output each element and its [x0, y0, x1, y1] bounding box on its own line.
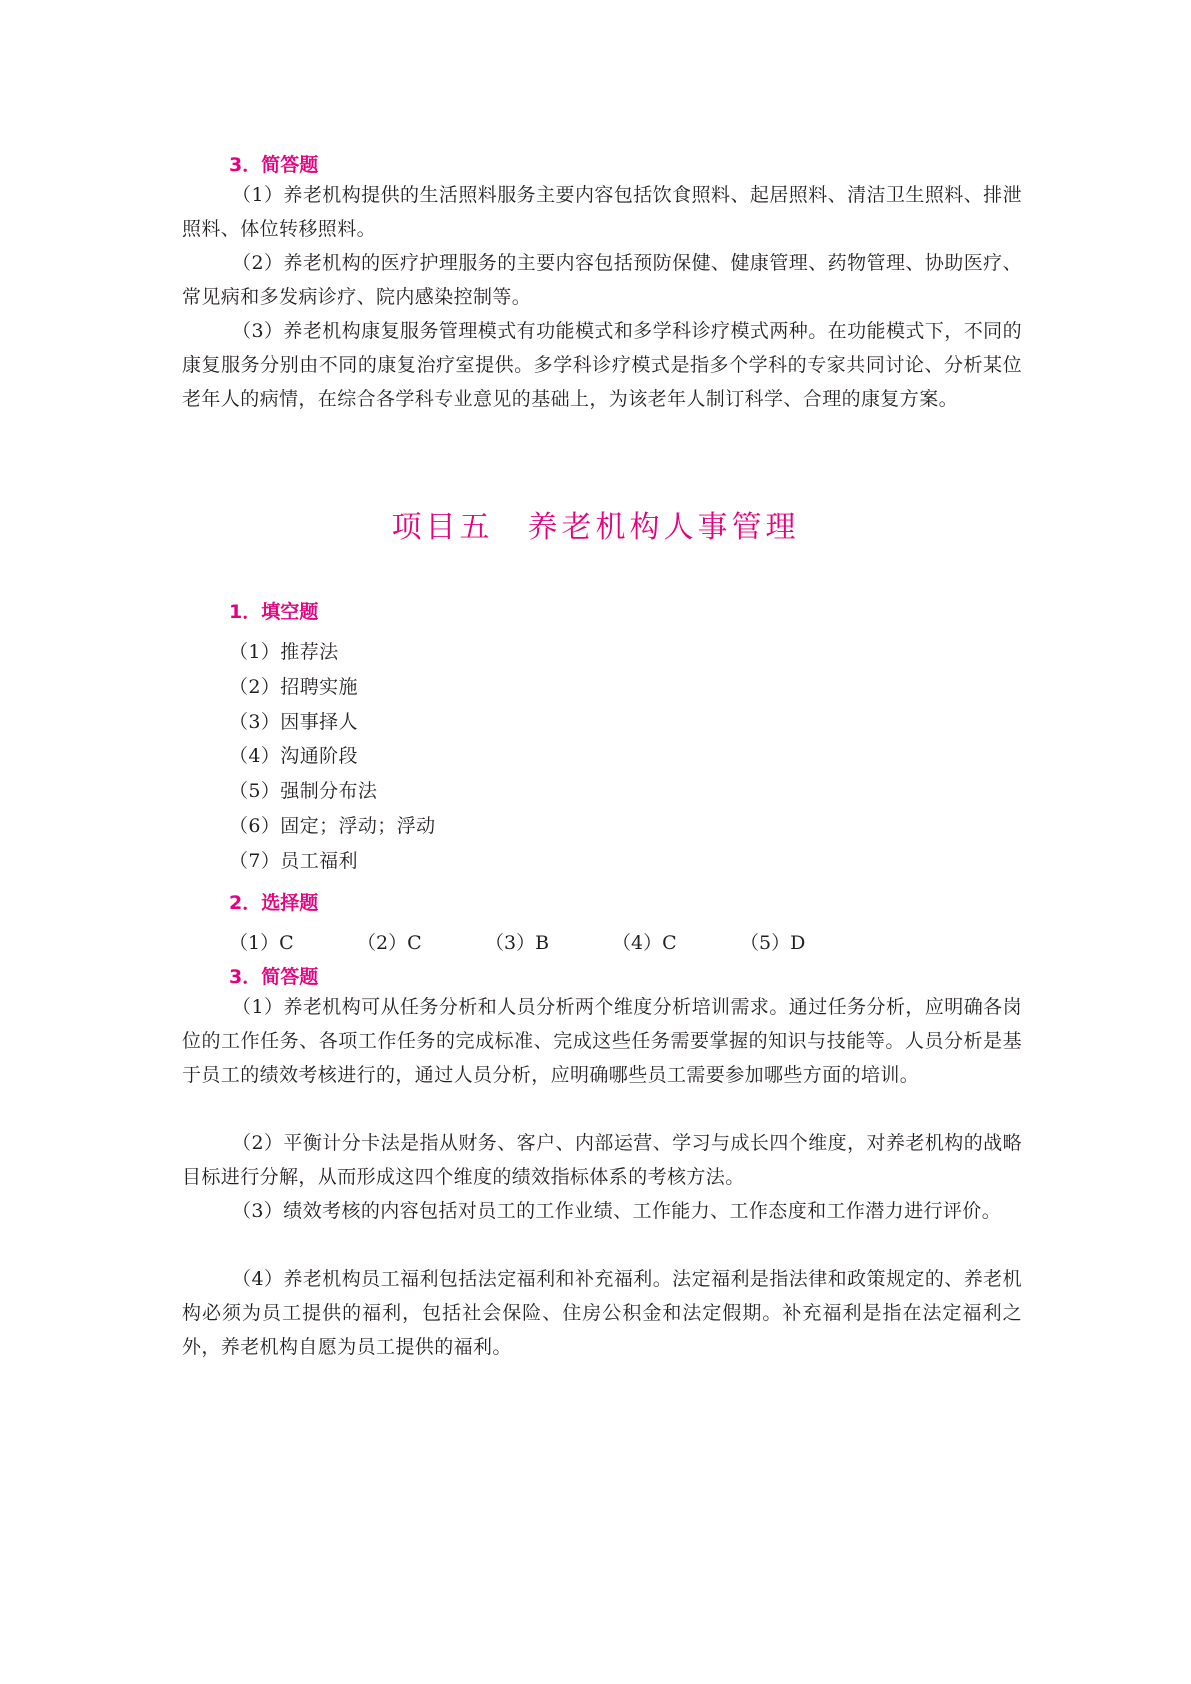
short-answer-paragraph-3: （3）绩效考核的内容包括对员工的工作业绩、工作能力、工作态度和工作潜力进行评价。 [232, 1200, 1002, 1222]
choice-answer-2: （2）C [357, 932, 422, 954]
fill-blank-item-6: （6）固定；浮动；浮动 [229, 815, 436, 837]
short-answer-paragraph-2: （2）平衡计分卡法是指从财务、客户、内部运营、学习与成长四个维度，对养老机构的战略目标进行分解，从而形成这四个维度的绩效指标体系的考核方法。 [182, 1132, 1022, 1188]
section-heading-multiple-choice: 2．选择题 [229, 892, 319, 914]
fill-blank-item-2: （2）招聘实施 [229, 676, 358, 698]
choice-answer-3: （3）B [485, 932, 550, 954]
short-answer-paragraph-1: （1）养老机构可从任务分析和人员分析两个维度分析培训需求。通过任务分析，应明确各岗位的工作任务、各项工作任务的完成标准、完成这些任务需要掌握的知识与技能等。人员分析是基于员工的绩效考核进行的，通过人员分析，应明确哪些员工需要参加哪些方面的培训。 [182, 996, 1022, 1086]
fill-blank-item-7: （7）员工福利 [229, 850, 358, 872]
section-heading-fill-blank: 1．填空题 [229, 601, 319, 623]
fill-blank-item-5: （5）强制分布法 [229, 780, 378, 802]
choice-answer-1: （1）C [229, 932, 294, 954]
short-answer-paragraph-4: （4）养老机构员工福利包括法定福利和补充福利。法定福利是指法律和政策规定的、养老机构必须为员工提供的福利，包括社会保险、住房公积金和法定假期。补充福利是指在法定福利之外，养老机构自愿为员工提供的福利。 [182, 1268, 1022, 1358]
fill-blank-item-4: （4）沟通阶段 [229, 745, 358, 767]
choice-answer-5: （5）D [740, 932, 806, 954]
project-title: 项目五 养老机构人事管理 [391, 510, 800, 545]
section-heading-short-answer-prev: 3．简答题 [229, 154, 319, 176]
paragraph-prev-1: （1）养老机构提供的生活照料服务主要内容包括饮食照料、起居照料、清洁卫生照料、排泄照料、体位转移照料。 [182, 184, 1022, 240]
paragraph-prev-3: （3）养老机构康复服务管理模式有功能模式和多学科诊疗模式两种。在功能模式下，不同的康复服务分别由不同的康复治疗室提供。多学科诊疗模式是指多个学科的专家共同讨论、分析某位老年人的病情，在综合各学科专业意见的基础上，为该老年人制订科学、合理的康复方案。 [182, 320, 1022, 410]
section-heading-short-answer: 3．简答题 [229, 966, 319, 988]
fill-blank-item-3: （3）因事择人 [229, 711, 358, 733]
paragraph-prev-2: （2）养老机构的医疗护理服务的主要内容包括预防保健、健康管理、药物管理、协助医疗、常见病和多发病诊疗、院内感染控制等。 [182, 252, 1022, 308]
choice-answer-4: （4）C [612, 932, 677, 954]
fill-blank-item-1: （1）推荐法 [229, 641, 339, 663]
